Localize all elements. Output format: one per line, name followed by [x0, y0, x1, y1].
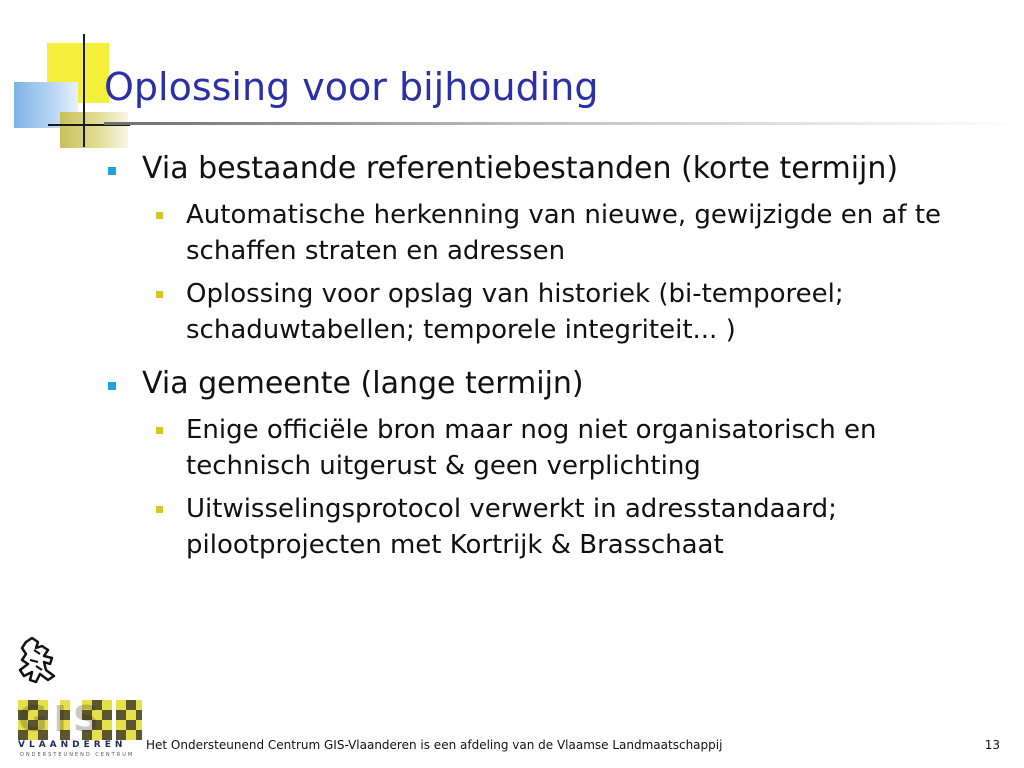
title-underline — [104, 122, 1024, 125]
footer-text: Het Ondersteunend Centrum GIS-Vlaanderen is een afdeling van de Vlaamse Landmaatschappij — [146, 738, 723, 752]
bullet-text: Uitwisselingsprotocol verwerkt in adresstandaard; pilootprojecten met Kortrijk & Brasschaat — [186, 494, 837, 560]
bullet-text: Via bestaande referentiebestanden (korte termijn) — [142, 151, 899, 186]
bullet-square-icon — [108, 382, 116, 390]
bullet-square-icon — [156, 427, 163, 434]
bullet-level2 — [186, 197, 1009, 269]
slide-body — [104, 147, 1009, 563]
logo-subtitle-text: ONDERSTEUNEND CENTRUM — [20, 752, 135, 758]
deco-olive-square — [60, 112, 128, 148]
logo-vlaanderen-text: VLAANDEREN — [18, 740, 127, 750]
page-number: 13 — [984, 738, 1000, 752]
bullet-level1 — [104, 362, 1009, 405]
bullet-text: Via gemeente (lange termijn) — [142, 366, 584, 401]
bullet-square-icon — [156, 212, 163, 219]
bullet-level2 — [186, 491, 1009, 563]
bullet-level1 — [104, 147, 1009, 190]
flemish-lion-icon — [14, 636, 60, 686]
bullet-square-icon — [156, 506, 163, 513]
bullet-square-icon — [156, 291, 163, 298]
bullet-level2 — [186, 276, 1009, 348]
gis-logo-letters: GIS — [18, 699, 105, 740]
slide-title: Oplossing voor bijhouding — [104, 65, 599, 109]
bullet-text: Oplossing voor opslag van historiek (bi-temporeel; schaduwtabellen; temporele integriteit... ) — [186, 279, 844, 345]
bullet-level2 — [186, 412, 1009, 484]
deco-vertical-line — [83, 34, 85, 147]
bullet-text: Enige officiële bron maar nog niet organisatorisch en technisch uitgerust & geen verplichting — [186, 415, 877, 481]
bullet-text: Automatische herkenning van nieuwe, gewijzigde en af te schaffen straten en adressen — [186, 200, 942, 266]
bullet-square-icon — [108, 167, 116, 175]
